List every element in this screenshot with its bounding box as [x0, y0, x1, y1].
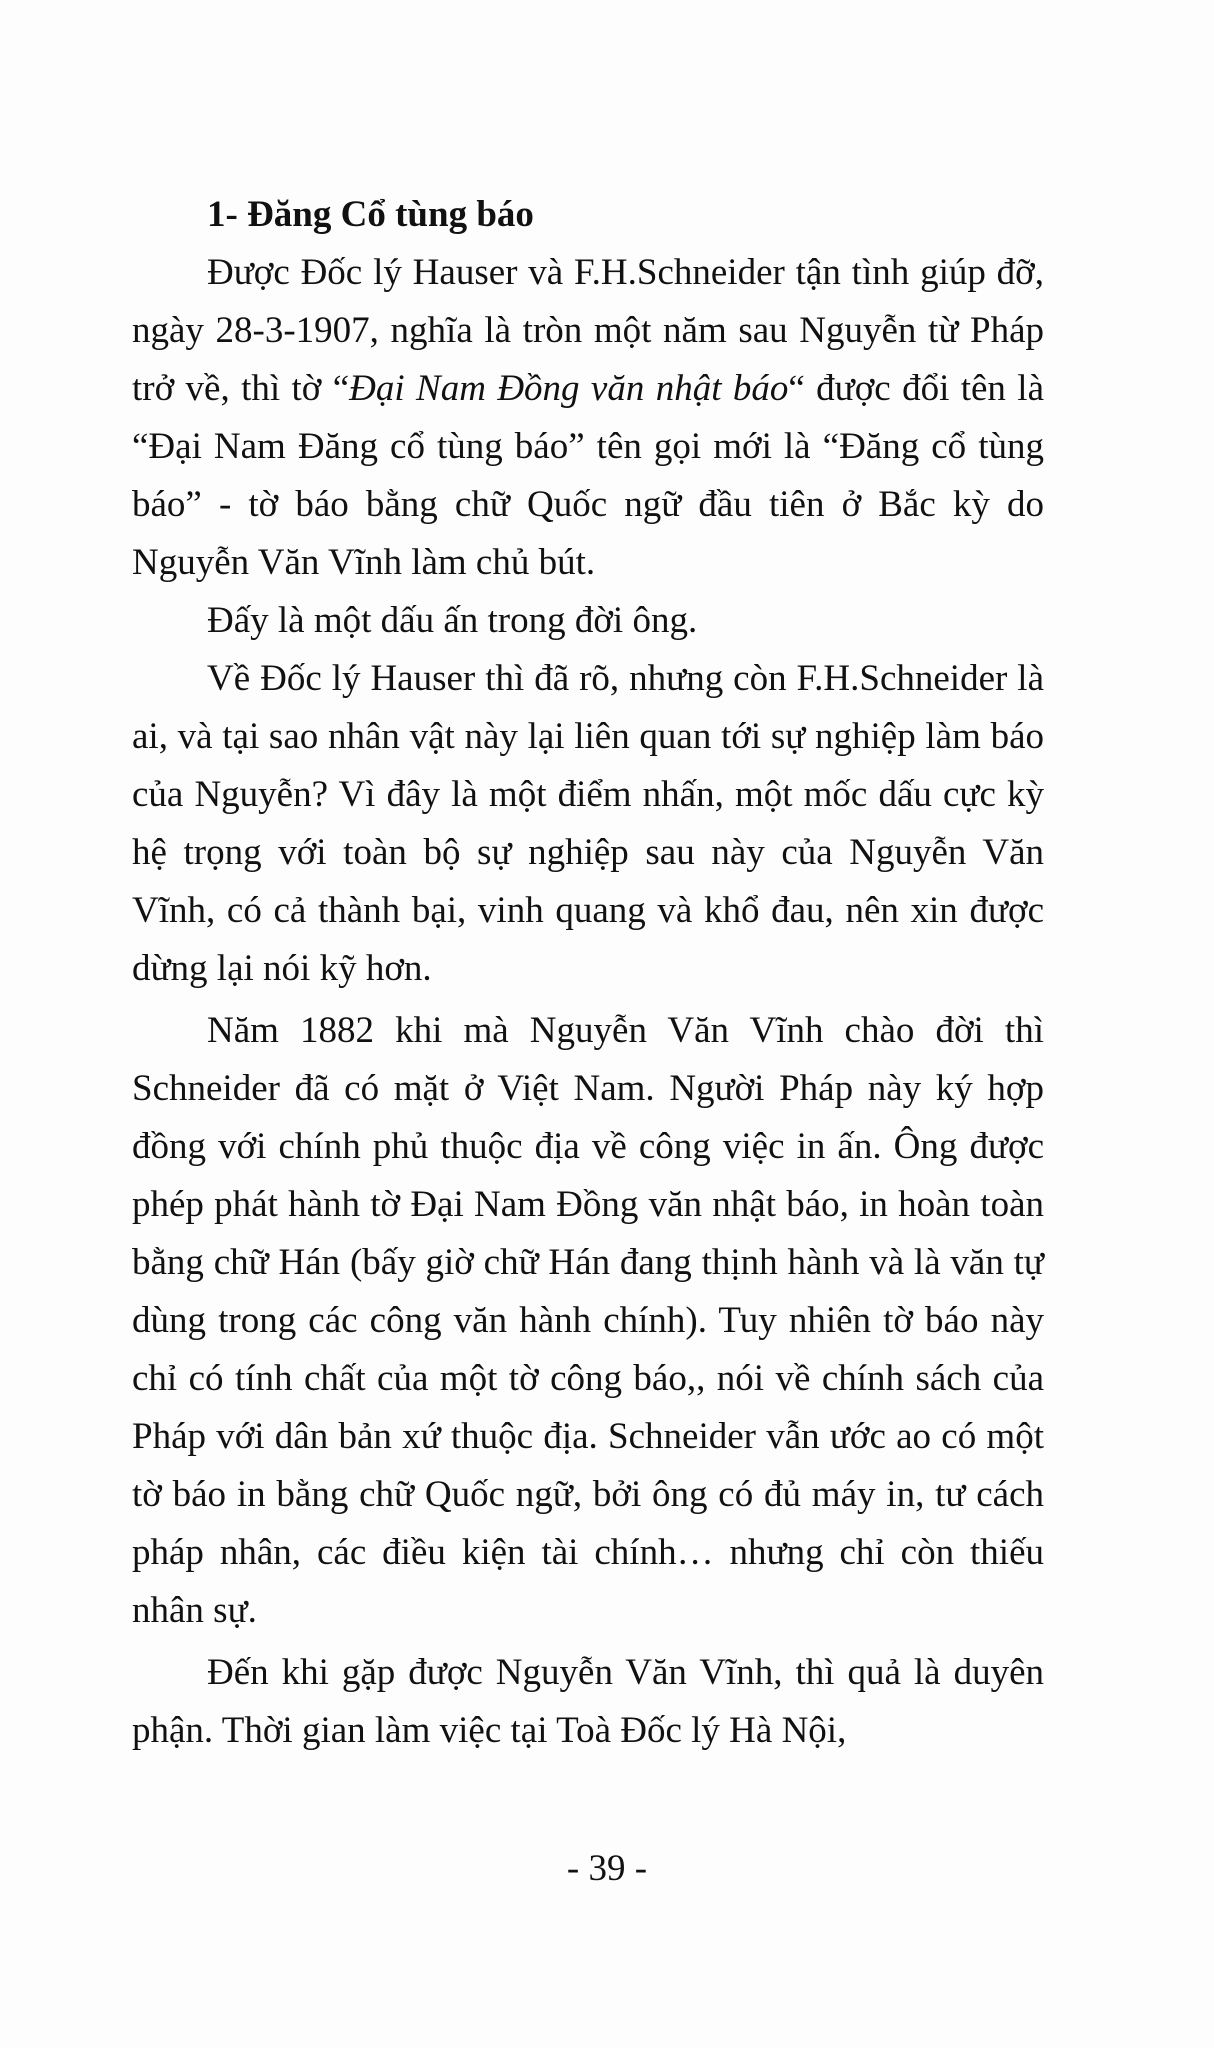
paragraph-3: Về Đốc lý Hauser thì đã rõ, nhưng còn F.H.Schneider là ai, và tại sao nhân vật này lại liên quan tới sự nghiệp làm báo của Nguyễn? Vì đây là một điểm nhấn, một mốc dấu cực kỳ hệ trọng với toàn bộ sự nghiệp sau này của Nguyễn Văn Vĩnh, có cả thành bại, vinh quang và khổ đau, nên xin được dừng lại nói kỹ hơn. [132, 658, 1044, 989]
paragraph-5: Đến khi gặp được Nguyễn Văn Vĩnh, thì quả là duyên phận. Thời gian làm việc tại Toà Đốc lý Hà Nội, [132, 1652, 1044, 1751]
section-heading: 1- Đăng Cổ tùng báo [207, 194, 534, 235]
paragraph-2: Đấy là một dấu ấn trong đời ông. [207, 600, 698, 641]
page-body [132, 186, 1044, 1760]
paragraph-4: Năm 1882 khi mà Nguyễn Văn Vĩnh chào đời thì Schneider đã có mặt ở Việt Nam. Người Pháp này ký hợp đồng với chính phủ thuộc địa về công việc in ấn. Ông được phép phát hành tờ Đại Nam Đồng văn nhật báo, in hoàn toàn bằng chữ Hán (bấy giờ chữ Hán đang thịnh hành và là văn tự dùng trong các công văn hành chính). Tuy nhiên tờ báo này chỉ có tính chất của một tờ công báo,, nói về chính sách của Pháp với dân bản xứ thuộc địa. Schneider vẫn ước ao có một tờ báo in bằng chữ Quốc ngữ, bởi ông có đủ máy in, tư cách pháp nhân, các điều kiện tài chính… nhưng chỉ còn thiếu nhân sự. [132, 1010, 1044, 1631]
newspaper-title-italic: Đại Nam Đồng văn nhật báo [349, 368, 789, 409]
paragraph-1-text-start: Được Đốc lý Hauser và F.H.Schneider tận tình giúp đỡ, ngày 28-3-1907, nghĩa là tròn một năm sau Nguyễn từ Pháp trở về, thì tờ “ [132, 252, 1044, 409]
paragraph-1 [132, 244, 1044, 592]
page-number: - 39 - [566, 1848, 648, 1889]
paragraph-1-text-end: “ được đổi tên là “Đại Nam Đăng cổ tùng báo” tên gọi mới là “Đăng cổ tùng báo” - tờ báo bằng chữ Quốc ngữ đầu tiên ở Bắc kỳ do Nguyễn Văn Vĩnh làm chủ bút. [132, 368, 1044, 583]
